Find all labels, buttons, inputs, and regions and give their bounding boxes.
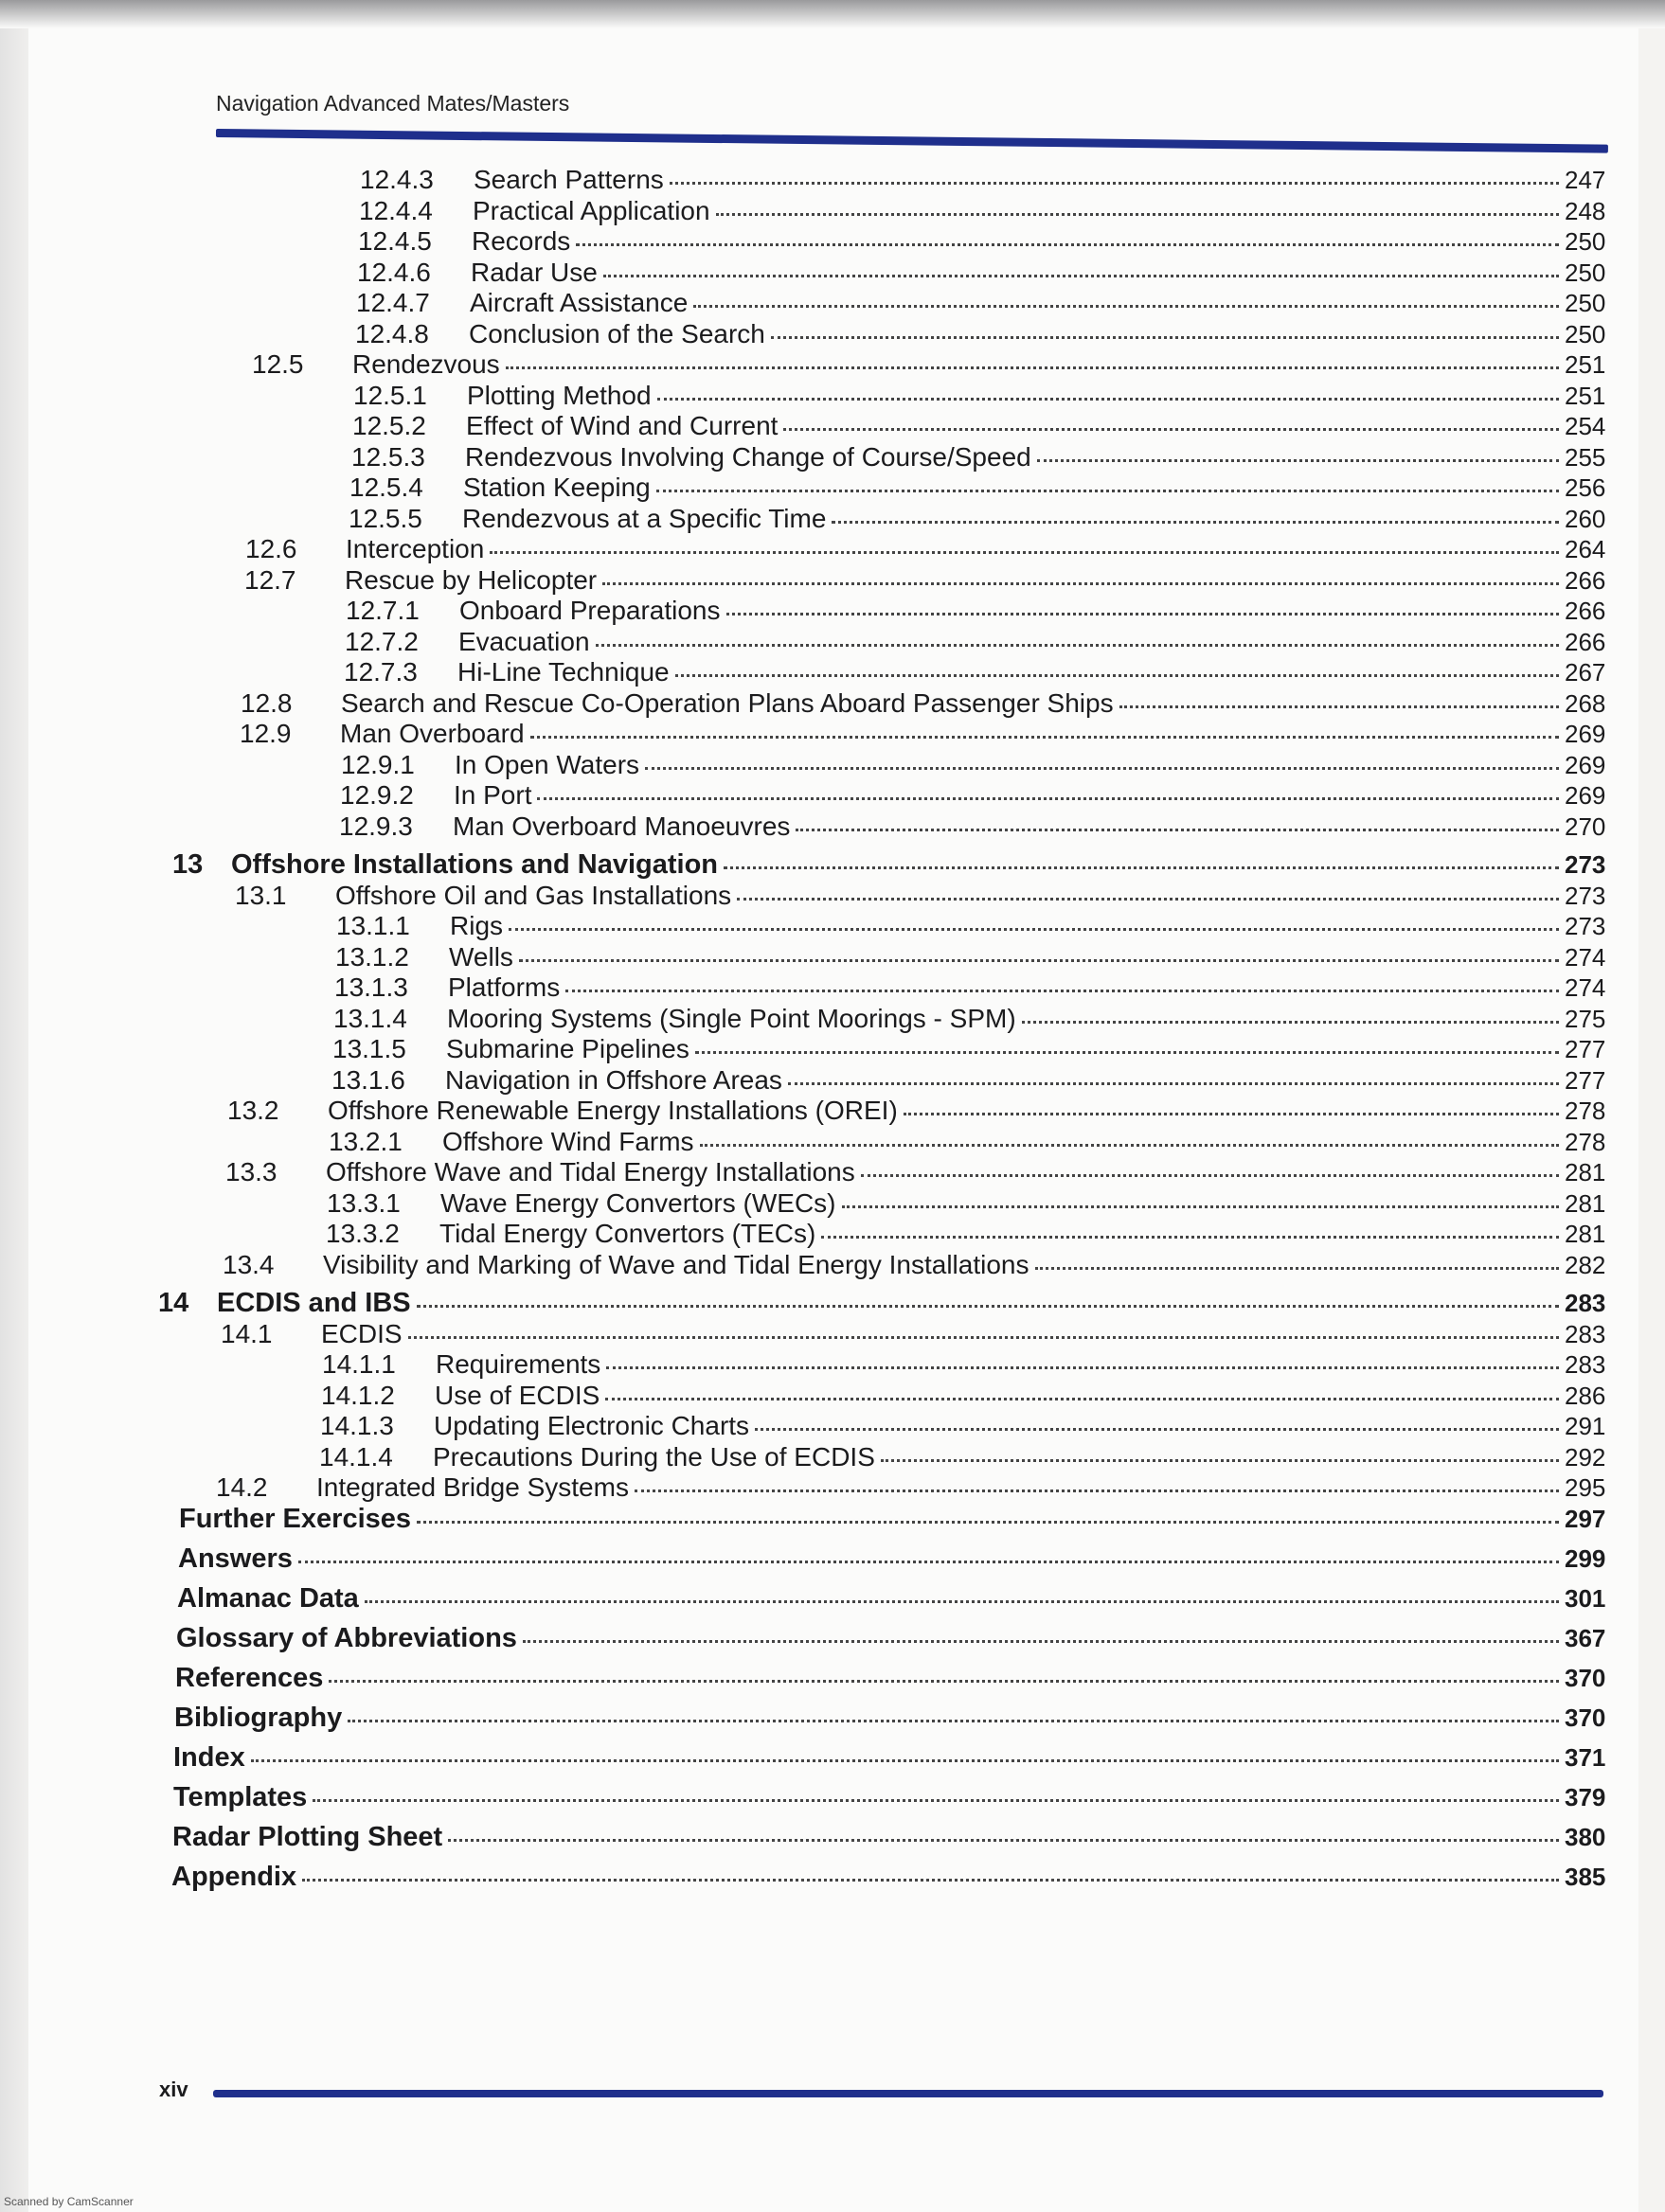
toc-entry-number: 13.1.6 <box>331 1064 405 1095</box>
dot-leader <box>832 520 1559 524</box>
dot-leader <box>726 612 1559 615</box>
dot-leader <box>657 397 1559 401</box>
dot-leader <box>656 489 1559 492</box>
toc-backmatter-row <box>0 1862 1610 1901</box>
dot-leader <box>302 1878 1559 1882</box>
dot-leader <box>645 766 1559 770</box>
dot-leader <box>861 1173 1559 1177</box>
toc-entry-title: Radar Plotting Sheet <box>172 1821 443 1852</box>
toc-entry-title: Offshore Renewable Energy Installations (OREI) <box>328 1096 898 1125</box>
toc-section-row <box>0 226 1610 258</box>
toc-entry-title: Plotting Method <box>467 380 652 410</box>
toc-entry-number: 13.1.1 <box>336 911 410 940</box>
toc-entry-title: Offshore Installations and Navigation <box>231 849 719 880</box>
toc-entry-title: Man Overboard <box>340 719 525 748</box>
toc-page-number: 251 <box>1565 381 1606 410</box>
toc-page-number: 260 <box>1565 504 1606 533</box>
dot-leader <box>693 304 1559 308</box>
toc-page-number: 274 <box>1565 942 1606 972</box>
toc-section-row <box>0 1004 1610 1035</box>
toc-page-number: 292 <box>1565 1442 1606 1472</box>
dot-leader <box>716 212 1559 216</box>
toc-page-number: 281 <box>1565 1188 1606 1218</box>
dot-leader <box>1022 1020 1559 1024</box>
toc-entry-title: Search and Rescue Co-Operation Plans Aboard Passenger Ships <box>341 687 1114 718</box>
toc-section-row <box>0 719 1610 750</box>
toc-entry-title: Radar Use <box>471 257 598 287</box>
toc-backmatter-row <box>0 1504 1610 1543</box>
toc-entry-title: Wave Energy Convertors (WECs) <box>440 1187 836 1218</box>
toc-entry-number: 12.5.5 <box>349 503 422 533</box>
toc-section-row <box>0 288 1610 319</box>
toc-page-number: 266 <box>1565 565 1606 595</box>
toc-page-number: 380 <box>1565 1822 1606 1851</box>
toc-entry-number: 13.1.2 <box>335 941 409 972</box>
toc-page-number: 295 <box>1565 1473 1606 1502</box>
toc-entry-title: Aircraft Assistance <box>470 288 689 317</box>
page-top-shadow <box>0 0 1665 28</box>
toc-entry-number: 12.5.4 <box>349 473 423 502</box>
toc-entry-title: Answers <box>178 1543 293 1574</box>
toc-entry-title: Rendezvous <box>352 349 500 379</box>
toc-entry-number: 13.3.2 <box>326 1219 400 1248</box>
dot-leader <box>596 643 1559 647</box>
dot-leader <box>755 1427 1559 1431</box>
toc-section-row <box>0 442 1610 473</box>
toc-entry-title: Records <box>472 226 571 256</box>
toc-entry-title: Tidal Energy Convertors (TECs) <box>439 1219 816 1248</box>
dot-leader <box>576 242 1559 246</box>
dot-leader <box>603 274 1559 277</box>
dot-leader <box>251 1758 1559 1762</box>
toc-section-row <box>0 319 1610 350</box>
toc-page-number: 248 <box>1565 196 1606 225</box>
dot-leader <box>771 335 1559 339</box>
toc-entry-title: Requirements <box>436 1349 601 1379</box>
toc-section-row <box>0 780 1610 812</box>
toc-entry-number: 12.9.1 <box>341 749 415 779</box>
toc-entry-number: 12.7.2 <box>345 626 419 656</box>
toc-section-row <box>0 504 1610 535</box>
toc-entry-number: 12.9 <box>240 719 292 748</box>
toc-entry-title: Offshore Wave and Tidal Energy Installations <box>326 1157 855 1186</box>
dot-leader <box>724 865 1559 869</box>
toc-entry-title: Rescue by Helicopter <box>345 564 598 595</box>
toc-page-number: 301 <box>1565 1583 1606 1613</box>
dot-leader <box>670 181 1559 185</box>
toc-page-number: 269 <box>1565 781 1606 810</box>
toc-entry-number: 12.4.7 <box>356 288 430 317</box>
toc-entry-title: Evacuation <box>458 626 590 656</box>
dot-leader <box>695 1050 1559 1054</box>
toc-entry-number: 13 <box>172 849 204 880</box>
toc-page-number: 266 <box>1565 627 1606 656</box>
toc-entry-number: 12.5.1 <box>353 380 427 410</box>
toc-section-row <box>0 1096 1610 1127</box>
toc-backmatter-row <box>0 1703 1610 1742</box>
toc-entry-title: ECDIS <box>321 1318 403 1348</box>
toc-entry-number: 14 <box>158 1288 189 1318</box>
toc-chapter-row <box>0 1288 1610 1319</box>
toc-section-row <box>0 657 1610 688</box>
toc-entry-title: Glossary of Abbreviations <box>176 1622 517 1653</box>
toc-page-number: 269 <box>1565 750 1606 779</box>
toc-page-number: 251 <box>1565 350 1606 379</box>
toc-section-row <box>0 627 1610 658</box>
toc-entry-title: Conclusion of the Search <box>469 318 765 348</box>
toc-section-row <box>0 473 1610 504</box>
toc-entry-number: 13.1.4 <box>333 1003 407 1033</box>
toc-page-number: 283 <box>1565 1350 1606 1379</box>
toc-section-row <box>0 688 1610 720</box>
toc-entry-title: Mooring Systems (Single Point Moorings - SPM) <box>447 1003 1016 1033</box>
toc-page-number: 379 <box>1565 1782 1606 1811</box>
dot-leader <box>635 1489 1559 1492</box>
toc-entry-title: Wells <box>449 941 513 972</box>
toc-entry-title: Effect of Wind and Current <box>466 411 779 440</box>
toc-entry-title: Index <box>173 1741 245 1773</box>
toc-page-number: 281 <box>1565 1220 1606 1248</box>
toc-entry-number: 13.2 <box>227 1096 279 1125</box>
toc-section-row <box>0 812 1610 843</box>
footer-rule <box>213 2090 1603 2097</box>
toc-entry-number: 12.5.2 <box>352 411 426 440</box>
toc-page-number: 283 <box>1565 1319 1606 1348</box>
dot-leader <box>606 1365 1559 1369</box>
toc-page-number: 266 <box>1565 597 1606 625</box>
dot-leader <box>904 1112 1559 1115</box>
toc-section-row <box>0 1442 1610 1473</box>
toc-entry-title: Further Exercises <box>179 1503 412 1534</box>
toc-entry-title: Practical Application <box>473 195 710 225</box>
toc-page-number: 269 <box>1565 720 1606 748</box>
dot-leader <box>509 927 1559 931</box>
toc-entry-title: Updating Electronic Charts <box>434 1411 750 1440</box>
dot-leader <box>700 1143 1559 1147</box>
toc-entry-number: 14.1.2 <box>321 1380 395 1410</box>
toc-entry-title: In Port <box>454 780 532 810</box>
toc-page-number: 277 <box>1565 1065 1606 1095</box>
toc-entry-number: 12.6 <box>245 534 297 563</box>
toc-entry-number: 13.3.1 <box>327 1187 401 1218</box>
dot-leader <box>842 1204 1560 1208</box>
dot-leader <box>675 673 1559 677</box>
scan-watermark: Scanned by CamScanner <box>4 2195 134 2208</box>
dot-leader <box>417 1520 1559 1524</box>
toc-page-number: 278 <box>1565 1097 1606 1125</box>
toc-entry-title: Submarine Pipelines <box>446 1034 689 1063</box>
toc-section-row <box>0 1381 1610 1412</box>
toc-page-number: 281 <box>1565 1158 1606 1186</box>
dot-leader <box>506 366 1559 369</box>
toc-entry-title: ECDIS and IBS <box>217 1288 411 1318</box>
toc-page-number: 283 <box>1565 1289 1606 1317</box>
dot-leader <box>530 735 1559 739</box>
dot-leader <box>788 1081 1559 1085</box>
toc-backmatter-row <box>0 1663 1610 1703</box>
dot-leader <box>313 1798 1559 1802</box>
toc-section-row <box>0 972 1610 1004</box>
toc-section-row <box>0 1188 1610 1220</box>
toc-page-number: 370 <box>1565 1663 1606 1692</box>
toc-entry-title: Visibility and Marking of Wave and Tidal Energy Installations <box>323 1249 1029 1279</box>
toc-entry-number: 13.1 <box>235 880 287 910</box>
toc-page-number: 371 <box>1565 1742 1606 1772</box>
dot-leader <box>408 1335 1559 1339</box>
toc-page-number: 268 <box>1565 688 1606 718</box>
toc-page-number: 270 <box>1565 812 1606 841</box>
dot-leader <box>1119 705 1559 708</box>
toc-entry-number: 13.4 <box>223 1249 275 1279</box>
toc-section-row <box>0 881 1610 912</box>
toc-entry-title: Man Overboard Manoeuvres <box>453 811 791 841</box>
toc-entry-title: Onboard Preparations <box>459 596 721 625</box>
toc-page-number: 250 <box>1565 289 1606 317</box>
toc-entry-number: 12.4.4 <box>359 195 433 225</box>
dot-leader <box>329 1679 1559 1683</box>
toc-entry-title: Integrated Bridge Systems <box>316 1472 629 1502</box>
toc-page-number: 275 <box>1565 1004 1606 1033</box>
toc-entry-number: 12.8 <box>241 687 293 718</box>
toc-page-number: 250 <box>1565 319 1606 348</box>
toc-entry-title: Offshore Oil and Gas Installations <box>335 880 732 910</box>
toc-entry-number: 13.1.3 <box>334 972 408 1002</box>
toc-page-number: 273 <box>1565 881 1606 910</box>
toc-page-number: 273 <box>1565 850 1606 879</box>
toc-entry-number: 14.1.1 <box>322 1349 396 1379</box>
toc-section-row <box>0 1411 1610 1442</box>
toc-entry-title: Platforms <box>448 972 561 1002</box>
toc-section-row <box>0 1219 1610 1250</box>
dot-leader <box>448 1838 1559 1842</box>
toc-page-number: 254 <box>1565 412 1606 440</box>
dot-leader <box>1037 458 1559 462</box>
dot-leader <box>737 897 1559 901</box>
toc-entry-title: Interception <box>346 534 485 563</box>
dot-leader <box>537 796 1559 800</box>
dot-leader <box>298 1560 1559 1563</box>
toc-page-number: 299 <box>1565 1543 1606 1573</box>
toc-page-number: 273 <box>1565 912 1606 940</box>
toc-backmatter-row <box>0 1543 1610 1583</box>
toc-section-row <box>0 196 1610 227</box>
toc-section-row <box>0 1065 1610 1097</box>
dot-leader <box>348 1719 1559 1722</box>
toc-section-row <box>0 1250 1610 1281</box>
dot-leader <box>881 1458 1559 1462</box>
toc-entry-title: Rigs <box>450 911 504 940</box>
toc-entry-number: 14.2 <box>216 1472 268 1502</box>
toc-entry-title: Templates <box>173 1781 308 1812</box>
toc-section-row <box>0 258 1610 289</box>
toc-section-row <box>0 165 1610 196</box>
toc-section-row <box>0 1319 1610 1350</box>
dot-leader <box>602 581 1559 585</box>
toc-section-row <box>0 596 1610 627</box>
toc-backmatter-row <box>0 1782 1610 1822</box>
dot-leader <box>565 989 1559 992</box>
running-header: Navigation Advanced Mates/Masters <box>216 91 570 116</box>
toc-entry-number: 12.9.3 <box>339 811 413 841</box>
toc-entry-title: Appendix <box>171 1861 297 1892</box>
toc-page-number: 297 <box>1565 1504 1606 1533</box>
toc-entry-title: Rendezvous Involving Change of Course/Speed <box>465 441 1031 472</box>
toc-page-number: 250 <box>1565 227 1606 256</box>
toc-backmatter-row <box>0 1623 1610 1663</box>
toc-entry-number: 12.4.3 <box>360 165 434 194</box>
toc-entry-number: 12.5 <box>252 349 304 379</box>
toc-entry-number: 14.1.3 <box>320 1411 394 1440</box>
dot-leader <box>490 550 1559 554</box>
toc-entry-number: 14.1 <box>221 1318 273 1348</box>
dot-leader <box>796 828 1559 831</box>
dot-leader <box>417 1304 1559 1308</box>
toc-section-row <box>0 750 1610 781</box>
toc-page-number: 267 <box>1565 658 1606 687</box>
toc-section-row <box>0 411 1610 442</box>
dot-leader <box>365 1599 1559 1603</box>
toc-entry-title: Offshore Wind Farms <box>442 1126 694 1156</box>
toc-backmatter-row <box>0 1822 1610 1862</box>
toc-section-row <box>0 1349 1610 1381</box>
toc-page-number: 367 <box>1565 1623 1606 1652</box>
toc-entry-number: 12.7.3 <box>344 657 418 687</box>
toc-entry-number: 12.5.3 <box>351 441 425 472</box>
toc-entry-number: 13.2.1 <box>329 1126 403 1156</box>
toc-entry-title: Precautions During the Use of ECDIS <box>433 1441 875 1472</box>
toc-page-number: 264 <box>1565 535 1606 563</box>
toc-entry-title: Navigation in Offshore Areas <box>445 1064 782 1095</box>
toc-section-row <box>0 381 1610 412</box>
dot-leader <box>821 1235 1559 1239</box>
toc-page-number: 250 <box>1565 258 1606 287</box>
toc-backmatter-row <box>0 1583 1610 1623</box>
toc-entry-title: Station Keeping <box>463 473 651 502</box>
toc-section-row <box>0 1127 1610 1158</box>
toc-page-number: 291 <box>1565 1412 1606 1440</box>
toc-entry-number: 12.9.2 <box>340 780 414 810</box>
toc-entry-title: Search Patterns <box>474 165 664 194</box>
toc-page-number: 256 <box>1565 473 1606 502</box>
toc-entry-number: 13.1.5 <box>332 1034 406 1063</box>
toc-section-row <box>0 1034 1610 1065</box>
toc-backmatter-row <box>0 1742 1610 1782</box>
toc-section-row <box>0 911 1610 942</box>
toc-page-number: 282 <box>1565 1250 1606 1279</box>
toc-page-number: 370 <box>1565 1703 1606 1732</box>
toc-entry-title: In Open Waters <box>455 749 640 779</box>
toc-entry-title: Hi-Line Technique <box>457 657 670 687</box>
toc-entry-number: 12.4.5 <box>358 226 432 256</box>
page-number: xiv <box>159 2078 188 2101</box>
toc-section-row <box>0 565 1610 597</box>
dot-leader <box>1035 1266 1560 1270</box>
toc-entry-number: 12.4.8 <box>355 318 429 348</box>
dot-leader <box>605 1397 1559 1400</box>
toc-page-number: 274 <box>1565 973 1606 1002</box>
toc-entry-title: Almanac Data <box>177 1582 359 1614</box>
toc-page-number: 278 <box>1565 1127 1606 1156</box>
dot-leader <box>523 1639 1559 1643</box>
toc-entry-number: 12.7.1 <box>346 596 420 625</box>
toc-page-number: 255 <box>1565 442 1606 472</box>
toc-entry-number: 12.7 <box>244 564 296 595</box>
toc-entry-number: 13.3 <box>225 1157 278 1186</box>
toc-section-row <box>0 349 1610 381</box>
toc-chapter-row <box>0 849 1610 881</box>
toc-page-number: 277 <box>1565 1035 1606 1063</box>
toc-section-row <box>0 942 1610 973</box>
toc-page-number: 286 <box>1565 1381 1606 1410</box>
toc-page-number: 247 <box>1565 166 1606 194</box>
toc-entry-title: References <box>175 1662 324 1693</box>
toc-entry-title: Use of ECDIS <box>435 1380 600 1410</box>
dot-leader <box>519 958 1559 962</box>
toc-section-row <box>0 534 1610 565</box>
toc-entry-number: 12.4.6 <box>357 257 431 287</box>
toc-entry-title: Rendezvous at a Specific Time <box>462 503 827 533</box>
dot-leader <box>783 427 1559 431</box>
toc-entry-title: Bibliography <box>174 1702 343 1733</box>
toc-section-row <box>0 1472 1610 1504</box>
table-of-contents <box>0 165 1665 1901</box>
toc-page-number: 385 <box>1565 1862 1606 1891</box>
toc-section-row <box>0 1157 1610 1188</box>
toc-entry-number: 14.1.4 <box>319 1441 393 1472</box>
